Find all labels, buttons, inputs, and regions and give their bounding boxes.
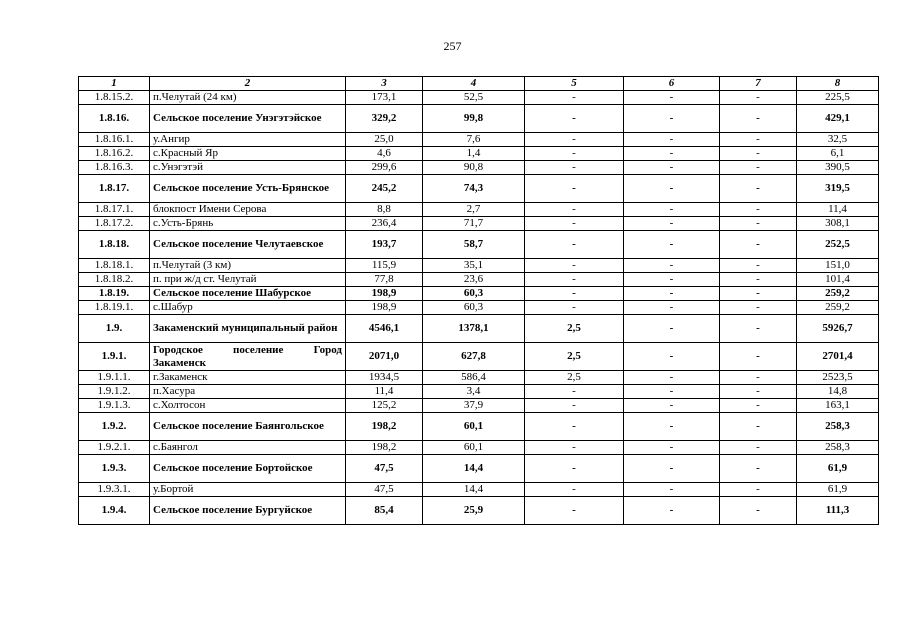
col-6-value: - xyxy=(624,371,720,385)
row-code: 1.8.16.2. xyxy=(79,147,150,161)
row-name: у.Ангир xyxy=(150,133,346,147)
col-4-value: 586,4 xyxy=(423,371,525,385)
col-4-value: 2,7 xyxy=(423,203,525,217)
header-row xyxy=(79,77,879,91)
table-row xyxy=(79,441,879,455)
col-5-value: - xyxy=(525,483,624,497)
table-row xyxy=(79,133,879,147)
table-row xyxy=(79,273,879,287)
row-code: 1.9.1.1. xyxy=(79,371,150,385)
header-cell: 3 xyxy=(346,77,423,91)
table-row xyxy=(79,231,879,259)
row-name: Сельское поселение Шабурское xyxy=(150,287,346,301)
col-4-value: 60,3 xyxy=(423,301,525,315)
col-7-value: - xyxy=(720,455,797,483)
col-7-value: - xyxy=(720,399,797,413)
col-3-value: 47,5 xyxy=(346,483,423,497)
col-3-value: 4,6 xyxy=(346,147,423,161)
col-7-value: - xyxy=(720,441,797,455)
row-name: г.Закаменск xyxy=(150,371,346,385)
col-5-value: - xyxy=(525,161,624,175)
col-5-value: - xyxy=(525,91,624,105)
table-row xyxy=(79,217,879,231)
row-name: п.Челутай (3 км) xyxy=(150,259,346,273)
col-7-value: - xyxy=(720,483,797,497)
col-4-value: 37,9 xyxy=(423,399,525,413)
col-6-value: - xyxy=(624,273,720,287)
table-body xyxy=(79,91,879,525)
table-row xyxy=(79,175,879,203)
col-3-value: 299,6 xyxy=(346,161,423,175)
data-table xyxy=(78,76,879,525)
row-name: с.Холтосон xyxy=(150,399,346,413)
col-8-value: 32,5 xyxy=(797,133,879,147)
col-6-value: - xyxy=(624,497,720,525)
col-5-value: - xyxy=(525,105,624,133)
col-8-value: 225,5 xyxy=(797,91,879,105)
col-7-value: - xyxy=(720,413,797,441)
col-5-value: 2,5 xyxy=(525,343,624,371)
table-row xyxy=(79,483,879,497)
col-5-value: - xyxy=(525,287,624,301)
col-6-value: - xyxy=(624,385,720,399)
row-code: 1.9.4. xyxy=(79,497,150,525)
row-name: п.Хасура xyxy=(150,385,346,399)
table-row xyxy=(79,161,879,175)
col-4-value: 25,9 xyxy=(423,497,525,525)
col-7-value: - xyxy=(720,371,797,385)
col-6-value: - xyxy=(624,413,720,441)
table-row xyxy=(79,455,879,483)
col-4-value: 71,7 xyxy=(423,217,525,231)
col-7-value: - xyxy=(720,133,797,147)
row-code: 1.8.18.1. xyxy=(79,259,150,273)
col-6-value: - xyxy=(624,483,720,497)
row-name: Сельское поселение Баянгольское xyxy=(150,413,346,441)
header-cell: 4 xyxy=(423,77,525,91)
row-code: 1.9.1.2. xyxy=(79,385,150,399)
col-3-value: 329,2 xyxy=(346,105,423,133)
col-3-value: 125,2 xyxy=(346,399,423,413)
col-8-value: 259,2 xyxy=(797,287,879,301)
table-row xyxy=(79,343,879,371)
col-6-value: - xyxy=(624,161,720,175)
col-7-value: - xyxy=(720,287,797,301)
col-4-value: 99,8 xyxy=(423,105,525,133)
col-3-value: 198,9 xyxy=(346,287,423,301)
header-cell: 7 xyxy=(720,77,797,91)
col-3-value: 85,4 xyxy=(346,497,423,525)
row-code: 1.9.2.1. xyxy=(79,441,150,455)
row-code: 1.8.15.2. xyxy=(79,91,150,105)
col-7-value: - xyxy=(720,147,797,161)
col-6-value: - xyxy=(624,217,720,231)
col-5-value: - xyxy=(525,385,624,399)
col-5-value: - xyxy=(525,399,624,413)
col-5-value: - xyxy=(525,147,624,161)
header-cell: 5 xyxy=(525,77,624,91)
col-6-value: - xyxy=(624,147,720,161)
col-8-value: 101,4 xyxy=(797,273,879,287)
table-row xyxy=(79,315,879,343)
col-6-value: - xyxy=(624,105,720,133)
col-3-value: 173,1 xyxy=(346,91,423,105)
col-4-value: 74,3 xyxy=(423,175,525,203)
table-row xyxy=(79,105,879,133)
col-8-value: 2523,5 xyxy=(797,371,879,385)
table-row xyxy=(79,371,879,385)
col-4-value: 7,6 xyxy=(423,133,525,147)
row-name: с.Красный Яр xyxy=(150,147,346,161)
col-6-value: - xyxy=(624,399,720,413)
col-3-value: 4546,1 xyxy=(346,315,423,343)
row-code: 1.8.16.1. xyxy=(79,133,150,147)
col-6-value: - xyxy=(624,315,720,343)
col-3-value: 245,2 xyxy=(346,175,423,203)
header-cell: 1 xyxy=(79,77,150,91)
row-name: Сельское поселение Усть-Брянское xyxy=(150,175,346,203)
table-row xyxy=(79,399,879,413)
col-5-value: - xyxy=(525,441,624,455)
col-4-value: 3,4 xyxy=(423,385,525,399)
row-code: 1.8.19.1. xyxy=(79,301,150,315)
page-number: 257 xyxy=(443,39,462,53)
table-row xyxy=(79,203,879,217)
table-row xyxy=(79,301,879,315)
col-4-value: 14,4 xyxy=(423,455,525,483)
row-code: 1.9. xyxy=(79,315,150,343)
row-name: Сельское поселение Унэгэтэйское xyxy=(150,105,346,133)
row-name: Сельское поселение Бортойское xyxy=(150,455,346,483)
col-5-value: - xyxy=(525,133,624,147)
row-code: 1.9.2. xyxy=(79,413,150,441)
col-8-value: 14,8 xyxy=(797,385,879,399)
row-name: п.Челутай (24 км) xyxy=(150,91,346,105)
col-4-value: 60,1 xyxy=(423,413,525,441)
row-code: 1.9.1.3. xyxy=(79,399,150,413)
col-6-value: - xyxy=(624,203,720,217)
table-row xyxy=(79,259,879,273)
col-6-value: - xyxy=(624,343,720,371)
col-8-value: 258,3 xyxy=(797,441,879,455)
col-7-value: - xyxy=(720,175,797,203)
row-name: Городское поселение Город Закаменск xyxy=(150,343,346,371)
col-5-value: - xyxy=(525,413,624,441)
col-6-value: - xyxy=(624,175,720,203)
row-code: 1.8.19. xyxy=(79,287,150,301)
col-4-value: 60,1 xyxy=(423,441,525,455)
col-8-value: 319,5 xyxy=(797,175,879,203)
row-name: Сельское поселение Челутаевское xyxy=(150,231,346,259)
col-7-value: - xyxy=(720,385,797,399)
col-7-value: - xyxy=(720,217,797,231)
header-cell: 8 xyxy=(797,77,879,91)
col-5-value: - xyxy=(525,231,624,259)
col-5-value: 2,5 xyxy=(525,315,624,343)
col-4-value: 1,4 xyxy=(423,147,525,161)
col-3-value: 77,8 xyxy=(346,273,423,287)
col-7-value: - xyxy=(720,91,797,105)
col-3-value: 115,9 xyxy=(346,259,423,273)
col-8-value: 258,3 xyxy=(797,413,879,441)
col-5-value: - xyxy=(525,301,624,315)
col-4-value: 35,1 xyxy=(423,259,525,273)
col-8-value: 61,9 xyxy=(797,455,879,483)
col-7-value: - xyxy=(720,231,797,259)
col-5-value: - xyxy=(525,455,624,483)
col-6-value: - xyxy=(624,301,720,315)
col-4-value: 58,7 xyxy=(423,231,525,259)
col-4-value: 90,8 xyxy=(423,161,525,175)
col-7-value: - xyxy=(720,203,797,217)
col-7-value: - xyxy=(720,105,797,133)
col-8-value: 111,3 xyxy=(797,497,879,525)
row-name: с.Усть-Брянь xyxy=(150,217,346,231)
col-4-value: 14,4 xyxy=(423,483,525,497)
col-4-value: 23,6 xyxy=(423,273,525,287)
col-8-value: 429,1 xyxy=(797,105,879,133)
col-8-value: 259,2 xyxy=(797,301,879,315)
row-name: п. при ж/д ст. Челутай xyxy=(150,273,346,287)
col-4-value: 60,3 xyxy=(423,287,525,301)
col-3-value: 8,8 xyxy=(346,203,423,217)
row-code: 1.8.17. xyxy=(79,175,150,203)
col-8-value: 390,5 xyxy=(797,161,879,175)
row-name: у.Бортой xyxy=(150,483,346,497)
col-8-value: 11,4 xyxy=(797,203,879,217)
col-3-value: 198,2 xyxy=(346,441,423,455)
col-3-value: 236,4 xyxy=(346,217,423,231)
col-5-value: - xyxy=(525,497,624,525)
col-3-value: 198,9 xyxy=(346,301,423,315)
row-code: 1.9.3.1. xyxy=(79,483,150,497)
row-code: 1.8.17.2. xyxy=(79,217,150,231)
row-code: 1.8.17.1. xyxy=(79,203,150,217)
col-8-value: 5926,7 xyxy=(797,315,879,343)
col-4-value: 1378,1 xyxy=(423,315,525,343)
row-code: 1.8.16. xyxy=(79,105,150,133)
row-name: блокпост Имени Серова xyxy=(150,203,346,217)
col-8-value: 252,5 xyxy=(797,231,879,259)
row-code: 1.8.16.3. xyxy=(79,161,150,175)
col-5-value: - xyxy=(525,273,624,287)
col-8-value: 151,0 xyxy=(797,259,879,273)
col-5-value: 2,5 xyxy=(525,371,624,385)
header-cell: 2 xyxy=(150,77,346,91)
col-5-value: - xyxy=(525,259,624,273)
col-8-value: 163,1 xyxy=(797,399,879,413)
col-6-value: - xyxy=(624,287,720,301)
col-4-value: 52,5 xyxy=(423,91,525,105)
col-7-value: - xyxy=(720,273,797,287)
col-6-value: - xyxy=(624,259,720,273)
col-8-value: 2701,4 xyxy=(797,343,879,371)
col-7-value: - xyxy=(720,161,797,175)
col-3-value: 193,7 xyxy=(346,231,423,259)
col-6-value: - xyxy=(624,441,720,455)
col-7-value: - xyxy=(720,315,797,343)
col-8-value: 308,1 xyxy=(797,217,879,231)
col-3-value: 198,2 xyxy=(346,413,423,441)
col-7-value: - xyxy=(720,259,797,273)
table-row xyxy=(79,413,879,441)
col-5-value: - xyxy=(525,217,624,231)
col-3-value: 47,5 xyxy=(346,455,423,483)
table-row xyxy=(79,385,879,399)
table-row xyxy=(79,147,879,161)
col-8-value: 61,9 xyxy=(797,483,879,497)
col-6-value: - xyxy=(624,133,720,147)
col-4-value: 627,8 xyxy=(423,343,525,371)
row-code: 1.8.18. xyxy=(79,231,150,259)
table-row xyxy=(79,91,879,105)
table-row xyxy=(79,497,879,525)
table-row xyxy=(79,287,879,301)
row-name: с.Шабур xyxy=(150,301,346,315)
col-5-value: - xyxy=(525,203,624,217)
row-name: с.Унэгэтэй xyxy=(150,161,346,175)
col-7-value: - xyxy=(720,497,797,525)
col-7-value: - xyxy=(720,343,797,371)
col-3-value: 25,0 xyxy=(346,133,423,147)
row-name: с.Баянгол xyxy=(150,441,346,455)
col-5-value: - xyxy=(525,175,624,203)
row-code: 1.9.3. xyxy=(79,455,150,483)
col-6-value: - xyxy=(624,91,720,105)
row-code: 1.8.18.2. xyxy=(79,273,150,287)
col-6-value: - xyxy=(624,231,720,259)
col-6-value: - xyxy=(624,455,720,483)
col-3-value: 1934,5 xyxy=(346,371,423,385)
col-7-value: - xyxy=(720,301,797,315)
col-3-value: 11,4 xyxy=(346,385,423,399)
row-name: Закаменский муниципальный район xyxy=(150,315,346,343)
col-8-value: 6,1 xyxy=(797,147,879,161)
header-cell: 6 xyxy=(624,77,720,91)
col-3-value: 2071,0 xyxy=(346,343,423,371)
row-code: 1.9.1. xyxy=(79,343,150,371)
row-name: Сельское поселение Бургуйское xyxy=(150,497,346,525)
